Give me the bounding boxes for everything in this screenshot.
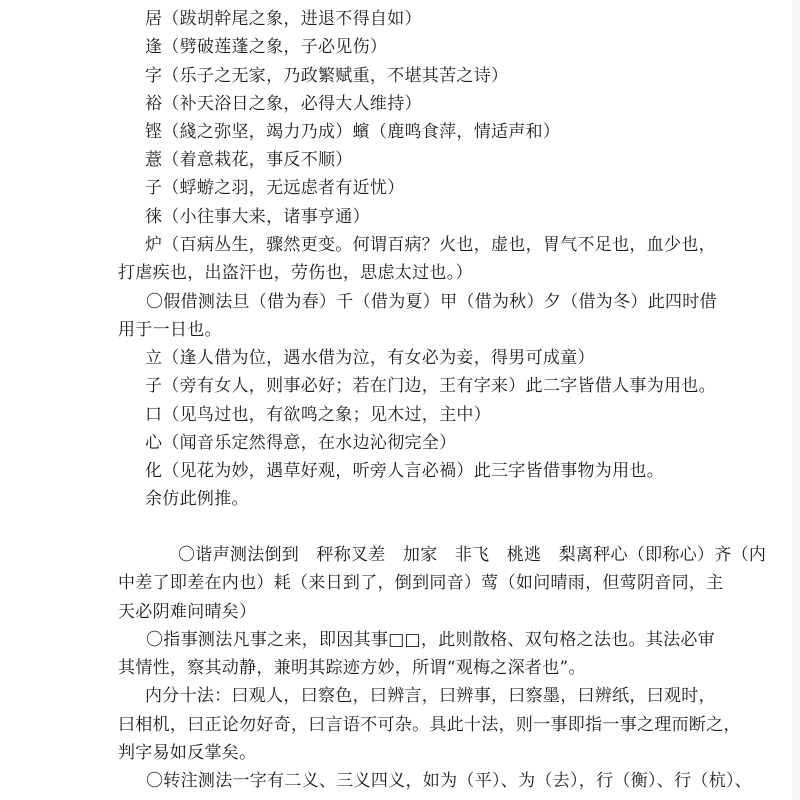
text-line: 〇谐声测法倒到 秤称叉差 加家 非飞 桃逃 梨离秤心（即称心）齐（内	[178, 545, 767, 565]
text-line: 立（逢人借为位，遇水借为泣，有女必为妾，得男可成童）	[145, 348, 595, 368]
text-line: 余仿此例推。	[145, 489, 249, 509]
text-line: 居（跋胡幹尾之象，进退不得自如）	[145, 9, 422, 29]
text-line: 〇转注测法一字有二义、三义四义，如为（平）、为（去），行（衡）、行（杭）、	[146, 771, 753, 791]
text-line: 其情性，察其动静，兼明其踪迹方妙，所谓“观梅之深者也”。	[118, 658, 586, 678]
text-line: 〇指事测法凡事之来，即因其事□□，此则散格、双句格之法也。其法必审	[146, 630, 716, 650]
text-line: 铿（綫之弥坚，竭力乃成）蠙（鹿鸣食萍，情适声和）	[145, 122, 561, 142]
text-line: 天必阴难问晴矣）	[118, 602, 257, 622]
text-line: 化（见花为妙，遇草好观，听旁人言必禍）此三字皆借事物为用也。	[145, 461, 664, 481]
text-line: 心（闻音乐定然得意，在水边沁彻完全）	[145, 433, 457, 453]
text-line: 逢（劈破莲蓬之象，子必见伤）	[145, 37, 388, 57]
scroll-edge	[792, 0, 800, 800]
text-line: 炉（百病丛生，骤然更变。何谓百病？火也，虚也，胃气不足也，血少也，	[145, 235, 716, 255]
text-line: 打虐疾也，出盗汗也，劳伤也，思虑太过也。）	[118, 263, 473, 283]
text-line: 口（见鸟过也，有欲鸣之象；见木过，主中）	[145, 405, 491, 425]
text-line: 内分十法：曰观人，曰察色，曰辨言，曰辨事，曰察墨，曰辨纸，曰观时，	[145, 686, 716, 706]
text-line: 曰相机，曰正论勿好奇，曰言语不可杂。具此十法，则一事即指一事之理而断之，	[118, 715, 741, 735]
text-line: 判字易如反掌矣。	[118, 743, 257, 763]
text-line: 用于一日也。	[118, 320, 222, 340]
text-line: 薏（着意栽花，事反不顺）	[145, 150, 353, 170]
text-line: 子（蜉蝣之羽，无远虑者有近忧）	[145, 178, 405, 198]
text-line: 裕（补天浴日之象，必得大人维持）	[145, 94, 422, 114]
text-line: 子（旁有女人，则事必好；若在门边，王有字来）此二字皆借人事为用也。	[145, 376, 716, 396]
text-line: 中差了即差在内也）耗（来日到了，倒到同音）莺（如问晴雨，但莺阴音同，主	[118, 573, 724, 593]
text-line: 徕（小往事大来，诸事亨通）	[145, 207, 370, 227]
text-line: 字（乐子之无家，乃政繁赋重，不堪其苦之诗）	[145, 66, 509, 86]
text-line: 〇假借测法旦（借为春）千（借为夏）甲（借为秋）夕（借为冬）此四时借	[146, 292, 717, 312]
